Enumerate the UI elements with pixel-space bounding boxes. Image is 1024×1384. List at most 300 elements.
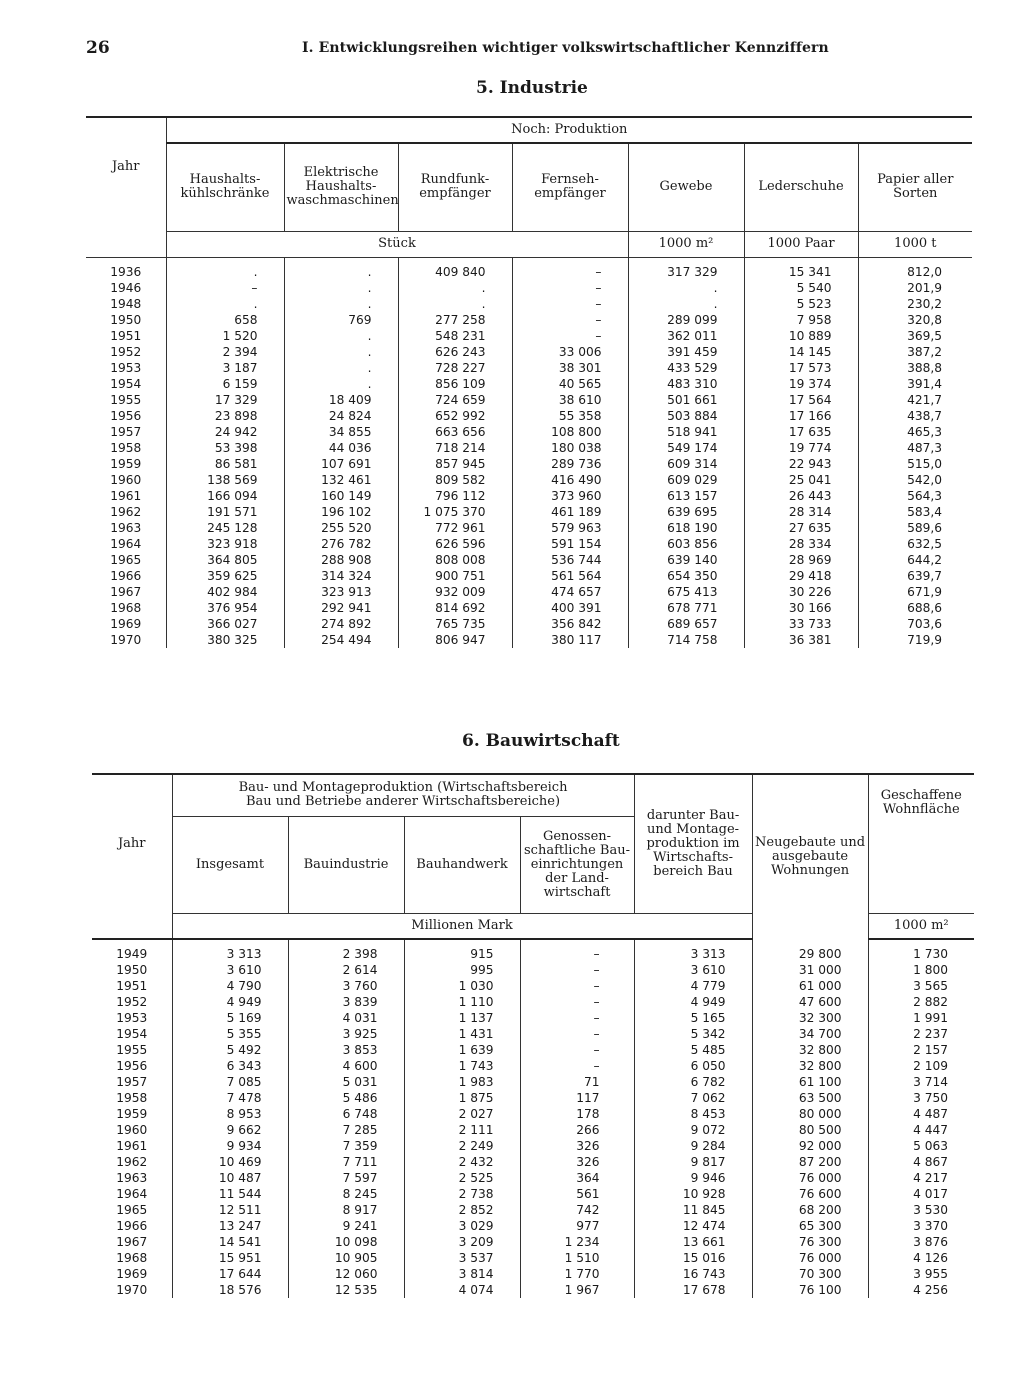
table-row bbox=[92, 1154, 974, 1170]
value-cell: 1 967 bbox=[520, 1282, 634, 1298]
value-cell: 3 370 bbox=[868, 1218, 974, 1234]
value-cell: 92 000 bbox=[752, 1138, 868, 1154]
value-cell: 4 017 bbox=[868, 1186, 974, 1202]
value-cell: 33 006 bbox=[512, 344, 628, 360]
table-row bbox=[86, 616, 972, 632]
value-cell: 17 166 bbox=[744, 408, 858, 424]
value-cell: . bbox=[628, 296, 744, 312]
value-cell: 806 947 bbox=[398, 632, 512, 648]
year-cell: 1950 bbox=[116, 963, 148, 977]
value-cell: 796 112 bbox=[398, 488, 512, 504]
value-cell: 3 955 bbox=[868, 1266, 974, 1282]
table-row bbox=[92, 1234, 974, 1250]
value-cell: 17 644 bbox=[172, 1266, 288, 1282]
value-cell: 380 325 bbox=[166, 632, 284, 648]
value-cell: 421,7 bbox=[858, 392, 972, 408]
value-cell: 515,0 bbox=[858, 456, 972, 472]
value-cell: 915 bbox=[404, 946, 520, 962]
value-cell: 579 963 bbox=[512, 520, 628, 536]
value-cell: 678 771 bbox=[628, 600, 744, 616]
value-cell: 742 bbox=[520, 1202, 634, 1218]
value-cell: 718 214 bbox=[398, 440, 512, 456]
value-cell: 8 917 bbox=[288, 1202, 404, 1218]
value-cell: 719,9 bbox=[858, 632, 972, 648]
value-cell: 5 355 bbox=[172, 1026, 288, 1042]
value-cell: . bbox=[628, 280, 744, 296]
value-cell: . bbox=[166, 296, 284, 312]
value-cell: 132 461 bbox=[284, 472, 398, 488]
value-cell: 24 824 bbox=[284, 408, 398, 424]
value-cell: 166 094 bbox=[166, 488, 284, 504]
value-cell: 416 490 bbox=[512, 472, 628, 488]
value-cell: 7 085 bbox=[172, 1074, 288, 1090]
col-header-gewebe: Gewebe bbox=[628, 143, 744, 231]
value-cell: 561 564 bbox=[512, 568, 628, 584]
year-cell: 1946 bbox=[110, 280, 142, 295]
value-cell: 728 227 bbox=[398, 360, 512, 376]
table-row bbox=[86, 472, 972, 488]
value-cell: – bbox=[520, 962, 634, 978]
table-row bbox=[92, 946, 974, 962]
group-header-bauproduktion: Bau- und Montageproduktion (Wirtschaftsbereich Bau und Betriebe anderer Wirtschaftsbereiche) bbox=[172, 774, 634, 816]
table-row bbox=[86, 536, 972, 552]
value-cell: 108 800 bbox=[512, 424, 628, 440]
value-cell: 1 991 bbox=[868, 1010, 974, 1026]
value-cell: 274 892 bbox=[284, 616, 398, 632]
value-cell: 9 662 bbox=[172, 1122, 288, 1138]
value-cell: 373 960 bbox=[512, 488, 628, 504]
value-cell: 3 209 bbox=[404, 1234, 520, 1250]
value-cell: 474 657 bbox=[512, 584, 628, 600]
value-cell: 2 237 bbox=[868, 1026, 974, 1042]
value-cell: 255 520 bbox=[284, 520, 398, 536]
table-row bbox=[92, 1266, 974, 1282]
value-cell: 8 453 bbox=[634, 1106, 752, 1122]
value-cell: 3 839 bbox=[288, 994, 404, 1010]
table-row bbox=[92, 1138, 974, 1154]
year-cell: 1959 bbox=[110, 456, 142, 471]
table-row bbox=[86, 376, 972, 392]
value-cell: 17 329 bbox=[166, 392, 284, 408]
value-cell: 7 597 bbox=[288, 1170, 404, 1186]
value-cell: 9 284 bbox=[634, 1138, 752, 1154]
value-cell: 6 782 bbox=[634, 1074, 752, 1090]
value-cell: 17 573 bbox=[744, 360, 858, 376]
year-cell: 1949 bbox=[116, 947, 148, 961]
table-row bbox=[86, 392, 972, 408]
value-cell: 7 062 bbox=[634, 1090, 752, 1106]
value-cell: 3 814 bbox=[404, 1266, 520, 1282]
value-cell: 61 000 bbox=[752, 978, 868, 994]
year-cell: 1967 bbox=[116, 1235, 148, 1249]
value-cell: – bbox=[520, 994, 634, 1010]
year-cell: 1968 bbox=[116, 1251, 148, 1265]
value-cell: 107 691 bbox=[284, 456, 398, 472]
value-cell: 323 918 bbox=[166, 536, 284, 552]
value-cell: . bbox=[284, 328, 398, 344]
value-cell: 53 398 bbox=[166, 440, 284, 456]
year-cell: 1967 bbox=[110, 584, 142, 599]
value-cell: 1 983 bbox=[404, 1074, 520, 1090]
value-cell: 465,3 bbox=[858, 424, 972, 440]
unit-stueck: Stück bbox=[166, 231, 628, 257]
col-header-bauindustrie: Bauindustrie bbox=[288, 816, 404, 913]
value-cell: 6 159 bbox=[166, 376, 284, 392]
table-row bbox=[86, 440, 972, 456]
value-cell: 501 661 bbox=[628, 392, 744, 408]
value-cell: . bbox=[284, 360, 398, 376]
value-cell: 3 565 bbox=[868, 978, 974, 994]
value-cell: 32 800 bbox=[752, 1058, 868, 1074]
value-cell: 180 038 bbox=[512, 440, 628, 456]
value-cell: 564,3 bbox=[858, 488, 972, 504]
year-cell: 1957 bbox=[116, 1075, 148, 1089]
value-cell: 461 189 bbox=[512, 504, 628, 520]
value-cell: 30 226 bbox=[744, 584, 858, 600]
table-row bbox=[92, 1186, 974, 1202]
value-cell: 34 700 bbox=[752, 1026, 868, 1042]
value-cell: 117 bbox=[520, 1090, 634, 1106]
table-row bbox=[92, 994, 974, 1010]
year-cell: 1936 bbox=[110, 264, 142, 279]
value-cell: 391,4 bbox=[858, 376, 972, 392]
value-cell: 359 625 bbox=[166, 568, 284, 584]
value-cell: – bbox=[166, 280, 284, 296]
value-cell: 857 945 bbox=[398, 456, 512, 472]
value-cell: 10 469 bbox=[172, 1154, 288, 1170]
value-cell: 31 000 bbox=[752, 962, 868, 978]
value-cell: 765 735 bbox=[398, 616, 512, 632]
value-cell: 9 946 bbox=[634, 1170, 752, 1186]
value-cell: 487,3 bbox=[858, 440, 972, 456]
value-cell: 63 500 bbox=[752, 1090, 868, 1106]
year-cell: 1950 bbox=[110, 312, 142, 327]
unit-gewebe: 1000 m² bbox=[628, 231, 744, 257]
unit-papier: 1000 t bbox=[858, 231, 972, 257]
value-cell: 2 111 bbox=[404, 1122, 520, 1138]
year-cell: 1953 bbox=[116, 1011, 148, 1025]
value-cell: – bbox=[520, 1058, 634, 1074]
col-header-jahr: Jahr bbox=[111, 159, 140, 175]
col-header-genossenschaftlich: Genossen-schaftliche Bau-einrichtungen der Land-wirtschaft bbox=[520, 816, 634, 913]
value-cell: 663 656 bbox=[398, 424, 512, 440]
value-cell: 438,7 bbox=[858, 408, 972, 424]
year-cell: 1955 bbox=[116, 1043, 148, 1057]
value-cell: 47 600 bbox=[752, 994, 868, 1010]
value-cell: 639,7 bbox=[858, 568, 972, 584]
col-header-wohnungen: Neugebaute und ausgebaute Wohnungen bbox=[752, 774, 868, 939]
value-cell: 6 748 bbox=[288, 1106, 404, 1122]
value-cell: 1 639 bbox=[404, 1042, 520, 1058]
page-number: 26 bbox=[86, 38, 110, 58]
value-cell: 1 800 bbox=[868, 962, 974, 978]
value-cell: 138 569 bbox=[166, 472, 284, 488]
value-cell: 603 856 bbox=[628, 536, 744, 552]
value-cell: 1 030 bbox=[404, 978, 520, 994]
value-cell: 80 500 bbox=[752, 1122, 868, 1138]
value-cell: . bbox=[166, 264, 284, 280]
value-cell: 814 692 bbox=[398, 600, 512, 616]
value-cell: 5 063 bbox=[868, 1138, 974, 1154]
value-cell: 2 738 bbox=[404, 1186, 520, 1202]
value-cell: 8 245 bbox=[288, 1186, 404, 1202]
value-cell: 19 374 bbox=[744, 376, 858, 392]
table-row bbox=[92, 1122, 974, 1138]
value-cell: 32 300 bbox=[752, 1010, 868, 1026]
value-cell: 9 934 bbox=[172, 1138, 288, 1154]
year-cell: 1954 bbox=[116, 1027, 148, 1041]
value-cell: 76 300 bbox=[752, 1234, 868, 1250]
table-row bbox=[86, 328, 972, 344]
value-cell: – bbox=[512, 312, 628, 328]
value-cell: 196 102 bbox=[284, 504, 398, 520]
value-cell: 364 805 bbox=[166, 552, 284, 568]
value-cell: 7 359 bbox=[288, 1138, 404, 1154]
value-cell: 1 234 bbox=[520, 1234, 634, 1250]
section-title-bauwirtschaft: 6. Bauwirtschaft bbox=[462, 731, 620, 751]
value-cell: 10 098 bbox=[288, 1234, 404, 1250]
table-row bbox=[92, 1090, 974, 1106]
table-row bbox=[92, 1218, 974, 1234]
year-cell: 1965 bbox=[116, 1203, 148, 1217]
value-cell: 292 941 bbox=[284, 600, 398, 616]
group-header-produktion: Noch: Produktion bbox=[166, 117, 972, 143]
bauwirtschaft-table bbox=[92, 773, 974, 1298]
value-cell: 364 bbox=[520, 1170, 634, 1186]
year-cell: 1964 bbox=[116, 1187, 148, 1201]
value-cell: 61 100 bbox=[752, 1074, 868, 1090]
value-cell: 618 190 bbox=[628, 520, 744, 536]
value-cell: 3 760 bbox=[288, 978, 404, 994]
section-title-industrie: 5. Industrie bbox=[476, 78, 588, 98]
value-cell: 1 075 370 bbox=[398, 504, 512, 520]
value-cell: 30 166 bbox=[744, 600, 858, 616]
value-cell: 25 041 bbox=[744, 472, 858, 488]
value-cell: 9 817 bbox=[634, 1154, 752, 1170]
value-cell: 4 447 bbox=[868, 1122, 974, 1138]
value-cell: 28 969 bbox=[744, 552, 858, 568]
industrie-table bbox=[86, 116, 972, 648]
value-cell: 40 565 bbox=[512, 376, 628, 392]
value-cell: 4 256 bbox=[868, 1282, 974, 1298]
value-cell: 29 418 bbox=[744, 568, 858, 584]
value-cell: 3 029 bbox=[404, 1218, 520, 1234]
value-cell: 2 525 bbox=[404, 1170, 520, 1186]
col-header-rundfunk: Rundfunk-empfänger bbox=[398, 143, 512, 231]
value-cell: 654 350 bbox=[628, 568, 744, 584]
value-cell: 288 908 bbox=[284, 552, 398, 568]
value-cell: 714 758 bbox=[628, 632, 744, 648]
value-cell: 76 000 bbox=[752, 1170, 868, 1186]
value-cell: 254 494 bbox=[284, 632, 398, 648]
value-cell: 356 842 bbox=[512, 616, 628, 632]
year-cell: 1962 bbox=[116, 1155, 148, 1169]
value-cell: 376 954 bbox=[166, 600, 284, 616]
unit-wohnflaeche: 1000 m² bbox=[868, 913, 974, 939]
value-cell: 977 bbox=[520, 1218, 634, 1234]
value-cell: 15 341 bbox=[744, 264, 858, 280]
value-cell: 4 031 bbox=[288, 1010, 404, 1026]
value-cell: 245 128 bbox=[166, 520, 284, 536]
year-cell: 1960 bbox=[110, 472, 142, 487]
value-cell: 326 bbox=[520, 1138, 634, 1154]
value-cell: 856 109 bbox=[398, 376, 512, 392]
value-cell: 400 391 bbox=[512, 600, 628, 616]
value-cell: 658 bbox=[166, 312, 284, 328]
industrie-table-body bbox=[86, 257, 972, 648]
value-cell: . bbox=[284, 264, 398, 280]
value-cell: . bbox=[284, 344, 398, 360]
value-cell: 391 459 bbox=[628, 344, 744, 360]
value-cell: – bbox=[520, 978, 634, 994]
value-cell: 10 889 bbox=[744, 328, 858, 344]
value-cell: 36 381 bbox=[744, 632, 858, 648]
year-cell: 1966 bbox=[116, 1219, 148, 1233]
value-cell: 3 876 bbox=[868, 1234, 974, 1250]
year-cell: 1962 bbox=[110, 504, 142, 519]
value-cell: 2 394 bbox=[166, 344, 284, 360]
table-row bbox=[92, 962, 974, 978]
value-cell: 4 487 bbox=[868, 1106, 974, 1122]
value-cell: 1 137 bbox=[404, 1010, 520, 1026]
value-cell: . bbox=[284, 280, 398, 296]
value-cell: 8 953 bbox=[172, 1106, 288, 1122]
value-cell: 652 992 bbox=[398, 408, 512, 424]
value-cell: 366 027 bbox=[166, 616, 284, 632]
table-row bbox=[92, 1074, 974, 1090]
value-cell: 900 751 bbox=[398, 568, 512, 584]
value-cell: 3 313 bbox=[634, 946, 752, 962]
value-cell: 15 016 bbox=[634, 1250, 752, 1266]
value-cell: 3 610 bbox=[172, 962, 288, 978]
value-cell: 76 000 bbox=[752, 1250, 868, 1266]
value-cell: 289 736 bbox=[512, 456, 628, 472]
value-cell: 609 314 bbox=[628, 456, 744, 472]
value-cell: 44 036 bbox=[284, 440, 398, 456]
table-row bbox=[92, 1026, 974, 1042]
value-cell: 5 165 bbox=[634, 1010, 752, 1026]
value-cell: 323 913 bbox=[284, 584, 398, 600]
year-cell: 1953 bbox=[110, 360, 142, 375]
value-cell: 14 145 bbox=[744, 344, 858, 360]
value-cell: 9 241 bbox=[288, 1218, 404, 1234]
value-cell: 380 117 bbox=[512, 632, 628, 648]
table-row bbox=[92, 1010, 974, 1026]
value-cell: 230,2 bbox=[858, 296, 972, 312]
value-cell: 4 600 bbox=[288, 1058, 404, 1074]
value-cell: 388,8 bbox=[858, 360, 972, 376]
value-cell: 362 011 bbox=[628, 328, 744, 344]
value-cell: 11 845 bbox=[634, 1202, 752, 1218]
value-cell: 689 657 bbox=[628, 616, 744, 632]
year-cell: 1948 bbox=[110, 296, 142, 311]
value-cell: 609 029 bbox=[628, 472, 744, 488]
value-cell: 4 217 bbox=[868, 1170, 974, 1186]
value-cell: 2 109 bbox=[868, 1058, 974, 1074]
value-cell: 5 523 bbox=[744, 296, 858, 312]
value-cell: 201,9 bbox=[858, 280, 972, 296]
value-cell: 22 943 bbox=[744, 456, 858, 472]
value-cell: 27 635 bbox=[744, 520, 858, 536]
value-cell: – bbox=[520, 1010, 634, 1026]
value-cell: 68 200 bbox=[752, 1202, 868, 1218]
year-cell: 1954 bbox=[110, 376, 142, 391]
value-cell: 808 008 bbox=[398, 552, 512, 568]
table-row bbox=[86, 344, 972, 360]
value-cell: 10 928 bbox=[634, 1186, 752, 1202]
value-cell: 38 301 bbox=[512, 360, 628, 376]
year-cell: 1957 bbox=[110, 424, 142, 439]
year-cell: 1969 bbox=[116, 1267, 148, 1281]
value-cell: 703,6 bbox=[858, 616, 972, 632]
year-cell: 1951 bbox=[116, 979, 148, 993]
value-cell: 5 540 bbox=[744, 280, 858, 296]
table-row bbox=[86, 600, 972, 616]
value-cell: 549 174 bbox=[628, 440, 744, 456]
unit-millionen-mark: Millionen Mark bbox=[172, 913, 752, 939]
value-cell: 12 474 bbox=[634, 1218, 752, 1234]
value-cell: 932 009 bbox=[398, 584, 512, 600]
value-cell: 32 800 bbox=[752, 1042, 868, 1058]
value-cell: 4 126 bbox=[868, 1250, 974, 1266]
value-cell: 17 635 bbox=[744, 424, 858, 440]
value-cell: – bbox=[512, 296, 628, 312]
value-cell: 6 343 bbox=[172, 1058, 288, 1074]
value-cell: 23 898 bbox=[166, 408, 284, 424]
year-cell: 1958 bbox=[110, 440, 142, 455]
value-cell: 402 984 bbox=[166, 584, 284, 600]
value-cell: 724 659 bbox=[398, 392, 512, 408]
value-cell: 15 951 bbox=[172, 1250, 288, 1266]
value-cell: 3 313 bbox=[172, 946, 288, 962]
value-cell: 2 432 bbox=[404, 1154, 520, 1170]
value-cell: 2 882 bbox=[868, 994, 974, 1010]
value-cell: 17 678 bbox=[634, 1282, 752, 1298]
value-cell: 13 247 bbox=[172, 1218, 288, 1234]
value-cell: 18 409 bbox=[284, 392, 398, 408]
value-cell: 809 582 bbox=[398, 472, 512, 488]
table-row bbox=[86, 360, 972, 376]
value-cell: 542,0 bbox=[858, 472, 972, 488]
value-cell: 626 243 bbox=[398, 344, 512, 360]
value-cell: 5 169 bbox=[172, 1010, 288, 1026]
value-cell: 7 711 bbox=[288, 1154, 404, 1170]
value-cell: 613 157 bbox=[628, 488, 744, 504]
value-cell: 644,2 bbox=[858, 552, 972, 568]
year-cell: 1959 bbox=[116, 1107, 148, 1121]
value-cell: . bbox=[284, 296, 398, 312]
value-cell: – bbox=[520, 946, 634, 962]
value-cell: 24 942 bbox=[166, 424, 284, 440]
table-row bbox=[86, 552, 972, 568]
value-cell: 589,6 bbox=[858, 520, 972, 536]
value-cell: – bbox=[512, 328, 628, 344]
value-cell: 1 730 bbox=[868, 946, 974, 962]
year-cell: 1952 bbox=[116, 995, 148, 1009]
value-cell: . bbox=[284, 376, 398, 392]
col-header-kuehlschraenke: Haushalts-kühlschränke bbox=[166, 143, 284, 231]
value-cell: 2 249 bbox=[404, 1138, 520, 1154]
value-cell: 632,5 bbox=[858, 536, 972, 552]
value-cell: 591 154 bbox=[512, 536, 628, 552]
value-cell: 289 099 bbox=[628, 312, 744, 328]
year-cell: 1961 bbox=[116, 1139, 148, 1153]
unit-blank bbox=[92, 913, 172, 939]
value-cell: 13 661 bbox=[634, 1234, 752, 1250]
value-cell: 5 031 bbox=[288, 1074, 404, 1090]
table-row bbox=[86, 296, 972, 312]
value-cell: 320,8 bbox=[858, 312, 972, 328]
